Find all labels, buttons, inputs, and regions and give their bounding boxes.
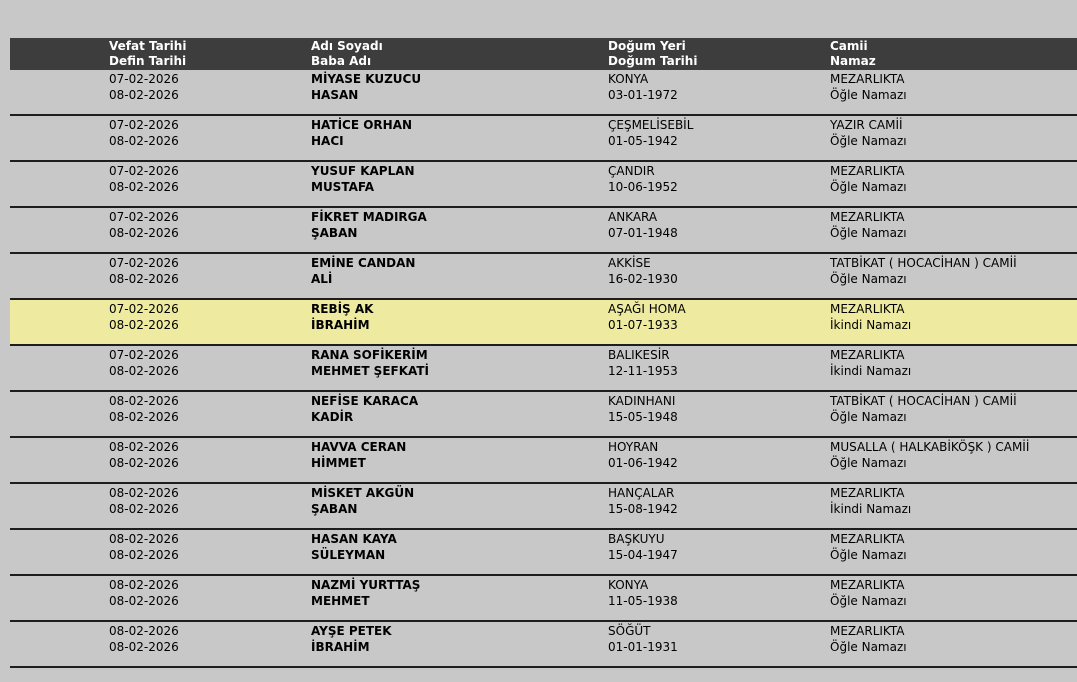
- table-row[interactable]: [10, 576, 1077, 622]
- mosque: MUSALLA ( HALKABİKÖŞK ) CAMİİ: [830, 440, 1030, 454]
- deceased-name: HATİCE ORHAN: [311, 118, 413, 132]
- father-name: MUSTAFA: [311, 180, 374, 194]
- dates-cell: [109, 439, 179, 471]
- burial-date: 08-02-2026: [109, 456, 179, 470]
- burial-date: 08-02-2026: [109, 640, 179, 654]
- father-name: İBRAHİM: [311, 318, 370, 332]
- death-date: 08-02-2026: [109, 486, 179, 500]
- mosque: MEZARLIKTA: [830, 578, 905, 592]
- table-row[interactable]: [10, 346, 1077, 392]
- burial-date: 08-02-2026: [109, 502, 179, 516]
- table-row[interactable]: [10, 208, 1077, 254]
- dates-cell: [109, 577, 179, 609]
- birth-place: BALIKESİR: [608, 348, 670, 362]
- birth-cell: [608, 71, 678, 103]
- birth-place: AŞAĞI HOMA: [608, 302, 686, 316]
- dates-cell: [109, 485, 179, 517]
- birth-cell: [608, 163, 678, 195]
- father-name: MEHMET: [311, 594, 370, 608]
- name-cell: [311, 71, 421, 103]
- burial-date: 08-02-2026: [109, 180, 179, 194]
- deceased-name: FİKRET MADIRGA: [311, 210, 427, 224]
- birth-cell: [608, 301, 686, 333]
- name-cell: [311, 485, 414, 517]
- burial-date: 08-02-2026: [109, 594, 179, 608]
- birth-place: HOYRAN: [608, 440, 659, 454]
- burial-date: 08-02-2026: [109, 134, 179, 148]
- prayer-cell: [830, 301, 911, 333]
- mosque: MEZARLIKTA: [830, 348, 905, 362]
- dates-cell: [109, 347, 179, 379]
- birth-cell: [608, 439, 678, 471]
- mosque: MEZARLIKTA: [830, 164, 905, 178]
- table-body: [10, 70, 1077, 668]
- father-name: ŞABAN: [311, 226, 358, 240]
- name-cell: [311, 347, 429, 379]
- name-cell: [311, 623, 392, 655]
- prayer-cell: [830, 439, 1029, 471]
- mosque: MEZARLIKTA: [830, 72, 905, 86]
- deceased-name: REBİŞ AK: [311, 302, 374, 316]
- prayer-time: Öğle Namazı: [830, 594, 907, 608]
- funeral-announcements-table: [10, 38, 1077, 668]
- prayer-time: Öğle Namazı: [830, 134, 907, 148]
- burial-date: 08-02-2026: [109, 410, 179, 424]
- death-date: 07-02-2026: [109, 302, 179, 316]
- prayer-cell: [830, 531, 907, 563]
- mosque: YAZIR CAMİİ: [830, 118, 903, 132]
- death-date: 07-02-2026: [109, 72, 179, 86]
- prayer-cell: [830, 485, 911, 517]
- mosque: MEZARLIKTA: [830, 486, 905, 500]
- header-mosque-prayer: [830, 39, 876, 69]
- deceased-name: HASAN KAYA: [311, 532, 397, 546]
- father-name: İBRAHİM: [311, 640, 370, 654]
- dates-cell: [109, 163, 179, 195]
- table-row[interactable]: [10, 162, 1077, 208]
- mosque: MEZARLIKTA: [830, 210, 905, 224]
- table-row[interactable]: [10, 254, 1077, 300]
- birth-place: ÇEŞMELİSEBİL: [608, 118, 694, 132]
- table-row[interactable]: [10, 70, 1077, 116]
- birth-cell: [608, 531, 678, 563]
- mosque: TATBİKAT ( HOCACİHAN ) CAMİİ: [830, 394, 1017, 408]
- prayer-cell: [830, 393, 1017, 425]
- birth-cell: [608, 209, 678, 241]
- burial-date: 08-02-2026: [109, 548, 179, 562]
- deceased-name: HAVVA CERAN: [311, 440, 407, 454]
- birth-date: 15-08-1942: [608, 502, 678, 516]
- father-name: MEHMET ŞEFKATİ: [311, 364, 430, 378]
- birth-cell: [608, 485, 678, 517]
- birth-cell: [608, 393, 678, 425]
- header-death-burial-date: [109, 39, 186, 69]
- prayer-time: Öğle Namazı: [830, 88, 907, 102]
- table-row[interactable]: [10, 530, 1077, 576]
- mosque: MEZARLIKTA: [830, 532, 905, 546]
- prayer-time: İkindi Namazı: [830, 502, 912, 516]
- birth-place: BAŞKUYU: [608, 532, 665, 546]
- prayer-cell: [830, 163, 907, 195]
- father-name: HASAN: [311, 88, 359, 102]
- birth-date: 16-02-1930: [608, 272, 678, 286]
- name-cell: [311, 117, 412, 149]
- table-row[interactable]: [10, 622, 1077, 668]
- birth-place: KADINHANI: [608, 394, 676, 408]
- prayer-time: Öğle Namazı: [830, 272, 907, 286]
- birth-cell: [608, 255, 678, 287]
- table-row[interactable]: [10, 392, 1077, 438]
- deceased-name: MİSKET AKGÜN: [311, 486, 415, 500]
- header-birth-place-label: Doğum Yeri: [608, 39, 686, 53]
- dates-cell: [109, 209, 179, 241]
- father-name: KADİR: [311, 410, 354, 424]
- death-date: 07-02-2026: [109, 348, 179, 362]
- death-date: 08-02-2026: [109, 624, 179, 638]
- birth-date: 01-01-1931: [608, 640, 678, 654]
- deceased-name: YUSUF KAPLAN: [311, 164, 415, 178]
- birth-place: ANKARA: [608, 210, 658, 224]
- prayer-time: Öğle Namazı: [830, 410, 907, 424]
- header-mosque-label: Camii: [830, 39, 868, 53]
- prayer-cell: [830, 117, 907, 149]
- dates-cell: [109, 255, 179, 287]
- dates-cell: [109, 71, 179, 103]
- prayer-cell: [830, 577, 907, 609]
- name-cell: [311, 301, 373, 333]
- deceased-name: EMİNE CANDAN: [311, 256, 416, 270]
- prayer-time: İkindi Namazı: [830, 364, 912, 378]
- table-row[interactable]: [10, 484, 1077, 530]
- deceased-name: RANA SOFİKERİM: [311, 348, 428, 362]
- birth-place: KONYA: [608, 578, 649, 592]
- name-cell: [311, 577, 420, 609]
- header-name-label: Adı Soyadı: [311, 39, 383, 53]
- deceased-name: MİYASE KUZUCU: [311, 72, 422, 86]
- birth-date: 10-06-1952: [608, 180, 678, 194]
- prayer-time: Öğle Namazı: [830, 640, 907, 654]
- prayer-cell: [830, 347, 911, 379]
- burial-date: 08-02-2026: [109, 318, 179, 332]
- death-date: 07-02-2026: [109, 118, 179, 132]
- burial-date: 08-02-2026: [109, 88, 179, 102]
- death-date: 08-02-2026: [109, 578, 179, 592]
- burial-date: 08-02-2026: [109, 226, 179, 240]
- dates-cell: [109, 117, 179, 149]
- header-father-label: Baba Adı: [311, 54, 372, 68]
- prayer-time: Öğle Namazı: [830, 548, 907, 562]
- table-row[interactable]: [10, 116, 1077, 162]
- death-date: 08-02-2026: [109, 440, 179, 454]
- header-burial-date-label: Defin Tarihi: [109, 54, 187, 68]
- mosque: MEZARLIKTA: [830, 302, 905, 316]
- birth-cell: [608, 623, 678, 655]
- mosque: TATBİKAT ( HOCACİHAN ) CAMİİ: [830, 256, 1017, 270]
- father-name: HACI: [311, 134, 344, 148]
- prayer-cell: [830, 255, 1017, 287]
- birth-place: ÇANDIR: [608, 164, 655, 178]
- death-date: 07-02-2026: [109, 210, 179, 224]
- death-date: 08-02-2026: [109, 394, 179, 408]
- birth-cell: [608, 117, 693, 149]
- dates-cell: [109, 301, 179, 333]
- name-cell: [311, 439, 406, 471]
- prayer-time: Öğle Namazı: [830, 180, 907, 194]
- header-birth-place-date: [608, 39, 697, 69]
- dates-cell: [109, 531, 179, 563]
- birth-date: 01-05-1942: [608, 134, 678, 148]
- prayer-cell: [830, 71, 907, 103]
- birth-date: 15-04-1947: [608, 548, 678, 562]
- prayer-time: İkindi Namazı: [830, 318, 912, 332]
- mosque: MEZARLIKTA: [830, 624, 905, 638]
- name-cell: [311, 531, 397, 563]
- name-cell: [311, 393, 418, 425]
- prayer-time: Öğle Namazı: [830, 456, 907, 470]
- header-death-date-label: Vefat Tarihi: [109, 39, 187, 53]
- table-header: [10, 38, 1077, 70]
- deceased-name: AYŞE PETEK: [311, 624, 392, 638]
- name-cell: [311, 209, 427, 241]
- birth-place: AKKİSE: [608, 256, 651, 270]
- birth-date: 11-05-1938: [608, 594, 678, 608]
- birth-cell: [608, 577, 678, 609]
- father-name: HİMMET: [311, 456, 366, 470]
- death-date: 07-02-2026: [109, 164, 179, 178]
- birth-place: HANÇALAR: [608, 486, 675, 500]
- header-birth-date-label: Doğum Tarihi: [608, 54, 698, 68]
- birth-place: KONYA: [608, 72, 649, 86]
- table-row[interactable]: [10, 438, 1077, 484]
- header-prayer-label: Namaz: [830, 54, 876, 68]
- burial-date: 08-02-2026: [109, 272, 179, 286]
- birth-cell: [608, 347, 678, 379]
- birth-place: SÖĞÜT: [608, 624, 651, 638]
- father-name: ALİ: [311, 272, 333, 286]
- birth-date: 03-01-1972: [608, 88, 678, 102]
- header-name-father: [311, 39, 383, 69]
- father-name: SÜLEYMAN: [311, 548, 386, 562]
- prayer-time: Öğle Namazı: [830, 226, 907, 240]
- burial-date: 08-02-2026: [109, 364, 179, 378]
- prayer-cell: [830, 209, 907, 241]
- birth-date: 01-06-1942: [608, 456, 678, 470]
- deceased-name: NEFİSE KARACA: [311, 394, 419, 408]
- table-row[interactable]: [10, 300, 1077, 346]
- deceased-name: NAZMİ YURTTAŞ: [311, 578, 421, 592]
- birth-date: 01-07-1933: [608, 318, 678, 332]
- death-date: 08-02-2026: [109, 532, 179, 546]
- name-cell: [311, 163, 415, 195]
- dates-cell: [109, 623, 179, 655]
- birth-date: 15-05-1948: [608, 410, 678, 424]
- father-name: ŞABAN: [311, 502, 358, 516]
- dates-cell: [109, 393, 179, 425]
- name-cell: [311, 255, 415, 287]
- death-date: 07-02-2026: [109, 256, 179, 270]
- prayer-cell: [830, 623, 907, 655]
- birth-date: 07-01-1948: [608, 226, 678, 240]
- birth-date: 12-11-1953: [608, 364, 678, 378]
